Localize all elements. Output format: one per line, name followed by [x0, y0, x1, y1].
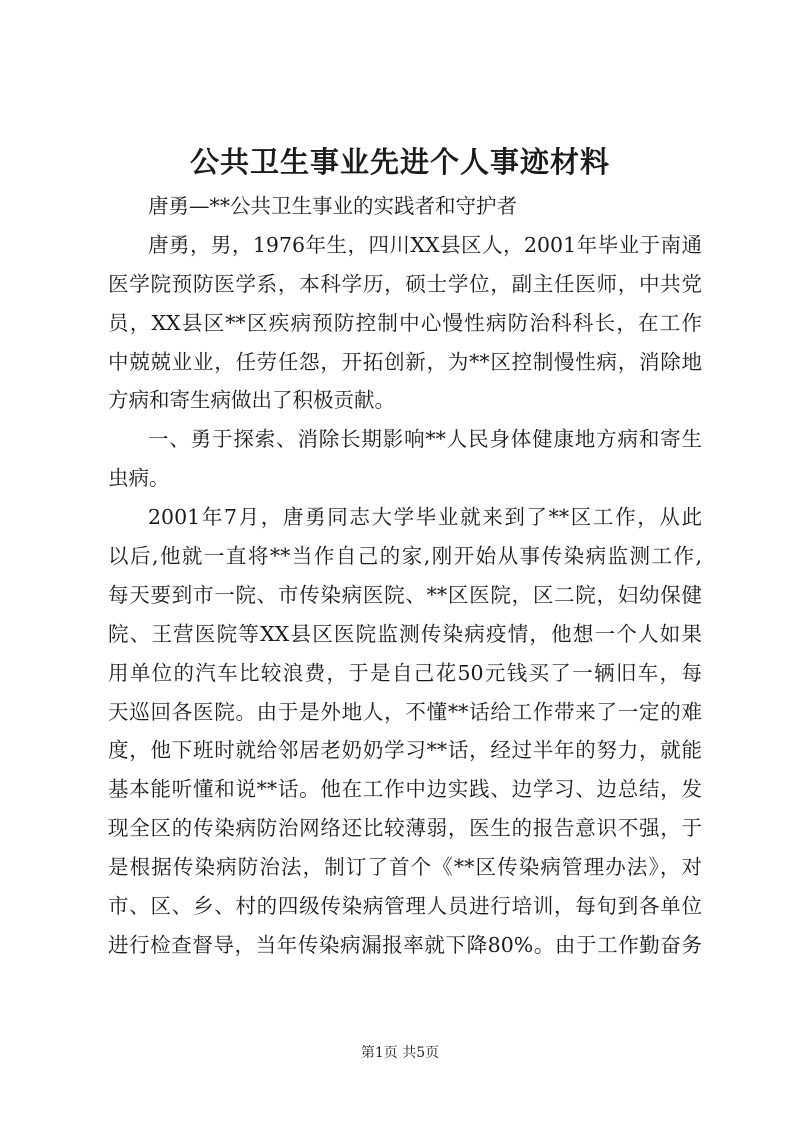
- paragraph-line: 每天要到市一院、市传染病医院、**区医院，区二院，妇幼保健: [108, 582, 702, 607]
- subtitle-line: 唐勇—**公共卫生事业的实践者和守护者: [148, 194, 517, 218]
- section-heading-line: 一、勇于探索、消除长期影响**人民身体健康地方病和寄生: [148, 427, 702, 452]
- paragraph-line: 以后,他就一直将**当作自己的家,刚开始从事传染病监测工作,: [108, 544, 702, 569]
- paragraph-line: 医学院预防医学系，本科学历，硕士学位，副主任医师，中共党: [108, 271, 702, 296]
- paragraph-line: 院、王营医院等XX县区医院监测传染病疫情，他想一个人如果: [108, 621, 702, 646]
- paragraph-line: 是根据传染病防治法，制订了首个《**区传染病管理办法》，对: [108, 855, 702, 880]
- paragraph-line: 进行检查督导，当年传染病漏报率就下降80%。由于工作勤奋务: [108, 932, 702, 957]
- document-title: 公共卫生事业先进个人事迹材料: [189, 145, 610, 179]
- paragraph-line: 度，他下班时就给邻居老奶奶学习**话，经过半年的努力，就能: [108, 738, 702, 763]
- paragraph-line: 2001年7月，唐勇同志大学毕业就来到了**区工作，从此: [148, 505, 702, 530]
- paragraph-line: 方病和寄生病做出了积极贡献。: [108, 388, 395, 413]
- paragraph-line: 用单位的汽车比较浪费，于是自己花50元钱买了一辆旧车，每: [108, 660, 702, 685]
- paragraph-line: 市、区、乡、村的四级传染病管理人员进行培训，每旬到各单位: [108, 894, 702, 919]
- document-body: [108, 187, 702, 965]
- section-heading-line: 虫病。: [108, 466, 170, 491]
- paragraph-line: 员，XX县区**区疾病预防控制中心慢性病防治科科长，在工作: [108, 310, 702, 335]
- page-number-footer: 第1页 共5页: [360, 1045, 440, 1061]
- paragraph-line: 中兢兢业业，任劳任怨，开拓创新，为**区控制慢性病，消除地: [108, 349, 702, 374]
- paragraph-line: 天巡回各医院。由于是外地人，不懂**话给工作带来了一定的难: [108, 699, 702, 724]
- paragraph-line: 现全区的传染病防治网络还比较薄弱，医生的报告意识不强，于: [108, 816, 702, 841]
- paragraph-line: 基本能听懂和说**话。他在工作中边实践、边学习、边总结，发: [108, 777, 702, 802]
- paragraph-line: 唐勇，男，1976年生，四川XX县区人，2001年毕业于南通: [148, 232, 702, 257]
